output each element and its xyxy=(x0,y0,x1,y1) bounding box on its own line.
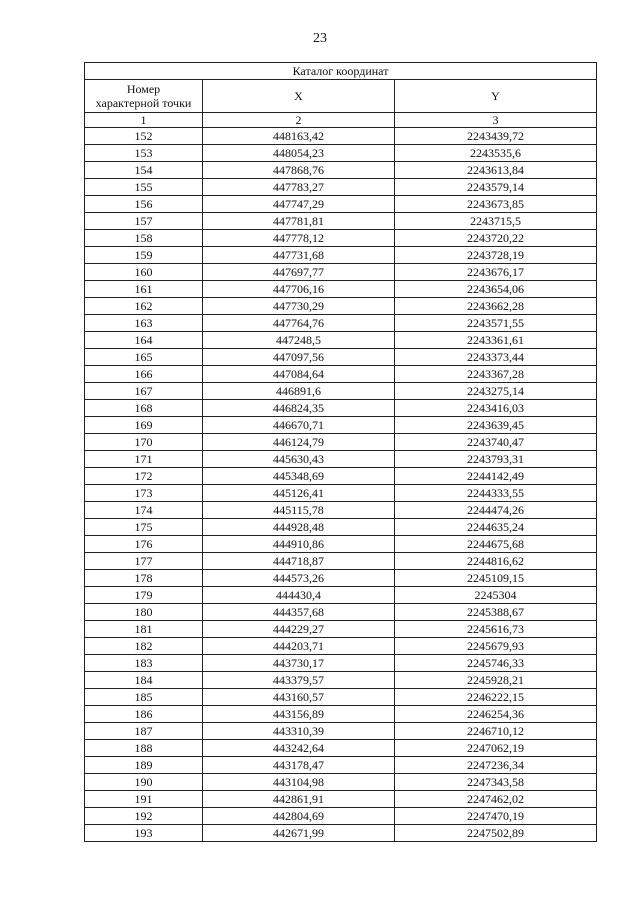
x-coordinate-cell: 443242,64 xyxy=(203,740,395,757)
point-number-cell: 155 xyxy=(85,179,203,196)
table-row xyxy=(85,791,597,808)
y-coordinate-cell: 2243416,03 xyxy=(395,400,597,417)
point-number-cell: 160 xyxy=(85,264,203,281)
x-coordinate-cell: 444718,87 xyxy=(203,553,395,570)
point-number-cell: 162 xyxy=(85,298,203,315)
column-number-row xyxy=(85,113,597,128)
x-coordinate-cell: 444573,26 xyxy=(203,570,395,587)
point-number-cell: 154 xyxy=(85,162,203,179)
point-number-cell: 175 xyxy=(85,519,203,536)
y-coordinate-cell: 2245304 xyxy=(395,587,597,604)
table-row xyxy=(85,604,597,621)
point-number-cell: 181 xyxy=(85,621,203,638)
x-coordinate-cell: 447697,77 xyxy=(203,264,395,281)
y-coordinate-cell: 2243535,6 xyxy=(395,145,597,162)
y-coordinate-cell: 2243740,47 xyxy=(395,434,597,451)
table-row xyxy=(85,672,597,689)
x-coordinate-cell: 445348,69 xyxy=(203,468,395,485)
point-number-cell: 158 xyxy=(85,230,203,247)
x-coordinate-cell: 445126,41 xyxy=(203,485,395,502)
column-number: 2 xyxy=(203,113,395,128)
y-coordinate-cell: 2245928,21 xyxy=(395,672,597,689)
table-row xyxy=(85,570,597,587)
point-number-cell: 188 xyxy=(85,740,203,757)
y-coordinate-cell: 2243373,44 xyxy=(395,349,597,366)
table-row xyxy=(85,298,597,315)
coordinate-catalog-table xyxy=(84,62,597,842)
table-row xyxy=(85,723,597,740)
x-coordinate-cell: 445630,43 xyxy=(203,451,395,468)
table-row xyxy=(85,400,597,417)
y-coordinate-cell: 2243654,06 xyxy=(395,281,597,298)
table-row xyxy=(85,774,597,791)
point-number-cell: 189 xyxy=(85,757,203,774)
y-coordinate-cell: 2243571,55 xyxy=(395,315,597,332)
table-row xyxy=(85,366,597,383)
y-coordinate-cell: 2247062,19 xyxy=(395,740,597,757)
point-number-cell: 193 xyxy=(85,825,203,842)
x-coordinate-cell: 442804,69 xyxy=(203,808,395,825)
x-coordinate-cell: 445115,78 xyxy=(203,502,395,519)
y-coordinate-cell: 2243676,17 xyxy=(395,264,597,281)
point-number-cell: 178 xyxy=(85,570,203,587)
x-coordinate-cell: 443310,39 xyxy=(203,723,395,740)
point-number-cell: 186 xyxy=(85,706,203,723)
y-coordinate-cell: 2245679,93 xyxy=(395,638,597,655)
table-body xyxy=(85,128,597,842)
x-coordinate-cell: 444203,71 xyxy=(203,638,395,655)
y-coordinate-cell: 2243793,31 xyxy=(395,451,597,468)
x-coordinate-cell: 447747,29 xyxy=(203,196,395,213)
y-coordinate-cell: 2244675,68 xyxy=(395,536,597,553)
table-title-row xyxy=(85,63,597,80)
x-coordinate-cell: 448054,23 xyxy=(203,145,395,162)
y-coordinate-cell: 2243613,84 xyxy=(395,162,597,179)
table-row xyxy=(85,706,597,723)
x-coordinate-cell: 447778,12 xyxy=(203,230,395,247)
y-coordinate-cell: 2245616,73 xyxy=(395,621,597,638)
x-coordinate-cell: 444357,68 xyxy=(203,604,395,621)
point-number-cell: 176 xyxy=(85,536,203,553)
point-number-cell: 171 xyxy=(85,451,203,468)
table-row xyxy=(85,383,597,400)
point-number-cell: 167 xyxy=(85,383,203,400)
table-title: Каталог координат xyxy=(85,63,597,80)
table-row xyxy=(85,349,597,366)
table-row xyxy=(85,332,597,349)
table-row xyxy=(85,536,597,553)
table-row xyxy=(85,213,597,230)
x-coordinate-cell: 446124,79 xyxy=(203,434,395,451)
y-coordinate-cell: 2244816,62 xyxy=(395,553,597,570)
x-coordinate-cell: 447868,76 xyxy=(203,162,395,179)
point-number-cell: 179 xyxy=(85,587,203,604)
point-number-cell: 192 xyxy=(85,808,203,825)
point-number-cell: 172 xyxy=(85,468,203,485)
y-coordinate-cell: 2243715,5 xyxy=(395,213,597,230)
point-number-cell: 177 xyxy=(85,553,203,570)
x-coordinate-cell: 443156,89 xyxy=(203,706,395,723)
y-coordinate-cell: 2246254,36 xyxy=(395,706,597,723)
point-number-cell: 173 xyxy=(85,485,203,502)
page-number: 23 xyxy=(313,31,327,46)
x-coordinate-cell: 447731,68 xyxy=(203,247,395,264)
table-row xyxy=(85,485,597,502)
point-number-cell: 187 xyxy=(85,723,203,740)
table-row xyxy=(85,519,597,536)
y-coordinate-cell: 2247343,58 xyxy=(395,774,597,791)
y-coordinate-cell: 2247236,34 xyxy=(395,757,597,774)
x-coordinate-cell: 447781,81 xyxy=(203,213,395,230)
x-coordinate-cell: 446891,6 xyxy=(203,383,395,400)
y-coordinate-cell: 2244142,49 xyxy=(395,468,597,485)
x-coordinate-cell: 443730,17 xyxy=(203,655,395,672)
x-coordinate-cell: 447730,29 xyxy=(203,298,395,315)
column-number: 1 xyxy=(85,113,203,128)
x-coordinate-cell: 444910,86 xyxy=(203,536,395,553)
y-coordinate-cell: 2245388,67 xyxy=(395,604,597,621)
table-row xyxy=(85,825,597,842)
y-coordinate-cell: 2243367,28 xyxy=(395,366,597,383)
point-number-cell: 166 xyxy=(85,366,203,383)
y-coordinate-cell: 2247462,02 xyxy=(395,791,597,808)
x-coordinate-cell: 448163,42 xyxy=(203,128,395,145)
y-coordinate-cell: 2245109,15 xyxy=(395,570,597,587)
point-number-cell: 169 xyxy=(85,417,203,434)
point-number-cell: 159 xyxy=(85,247,203,264)
table-row xyxy=(85,230,597,247)
y-coordinate-cell: 2243275,14 xyxy=(395,383,597,400)
table-row xyxy=(85,315,597,332)
header-x: X xyxy=(203,80,395,113)
table-row xyxy=(85,808,597,825)
x-coordinate-cell: 447706,16 xyxy=(203,281,395,298)
table-row xyxy=(85,655,597,672)
point-number-cell: 153 xyxy=(85,145,203,162)
y-coordinate-cell: 2247502,89 xyxy=(395,825,597,842)
point-number-cell: 183 xyxy=(85,655,203,672)
column-number: 3 xyxy=(395,113,597,128)
point-number-cell: 163 xyxy=(85,315,203,332)
y-coordinate-cell: 2243728,19 xyxy=(395,247,597,264)
x-coordinate-cell: 442861,91 xyxy=(203,791,395,808)
x-coordinate-cell: 447764,76 xyxy=(203,315,395,332)
x-coordinate-cell: 444430,4 xyxy=(203,587,395,604)
table-row xyxy=(85,757,597,774)
y-coordinate-cell: 2243439,72 xyxy=(395,128,597,145)
table-row xyxy=(85,502,597,519)
point-number-cell: 190 xyxy=(85,774,203,791)
point-number-cell: 180 xyxy=(85,604,203,621)
table-row xyxy=(85,621,597,638)
point-number-cell: 156 xyxy=(85,196,203,213)
table-row xyxy=(85,740,597,757)
point-number-cell: 164 xyxy=(85,332,203,349)
point-number-cell: 182 xyxy=(85,638,203,655)
table-row xyxy=(85,162,597,179)
y-coordinate-cell: 2244333,55 xyxy=(395,485,597,502)
point-number-cell: 174 xyxy=(85,502,203,519)
y-coordinate-cell: 2247470,19 xyxy=(395,808,597,825)
table-row xyxy=(85,451,597,468)
x-coordinate-cell: 447084,64 xyxy=(203,366,395,383)
y-coordinate-cell: 2245746,33 xyxy=(395,655,597,672)
x-coordinate-cell: 446670,71 xyxy=(203,417,395,434)
point-number-cell: 191 xyxy=(85,791,203,808)
y-coordinate-cell: 2243361,61 xyxy=(395,332,597,349)
x-coordinate-cell: 444928,48 xyxy=(203,519,395,536)
table-row xyxy=(85,264,597,281)
x-coordinate-cell: 447783,27 xyxy=(203,179,395,196)
point-number-cell: 184 xyxy=(85,672,203,689)
point-number-cell: 168 xyxy=(85,400,203,417)
x-coordinate-cell: 447248,5 xyxy=(203,332,395,349)
table-row xyxy=(85,145,597,162)
header-y: Y xyxy=(395,80,597,113)
table-row xyxy=(85,196,597,213)
y-coordinate-cell: 2243662,28 xyxy=(395,298,597,315)
y-coordinate-cell: 2243673,85 xyxy=(395,196,597,213)
point-number-cell: 185 xyxy=(85,689,203,706)
point-number-cell: 152 xyxy=(85,128,203,145)
header-point-number: Номер характерной точки xyxy=(85,80,203,113)
x-coordinate-cell: 442671,99 xyxy=(203,825,395,842)
point-number-cell: 165 xyxy=(85,349,203,366)
table-header-row xyxy=(85,80,597,113)
table-row xyxy=(85,638,597,655)
x-coordinate-cell: 443160,57 xyxy=(203,689,395,706)
table-row xyxy=(85,587,597,604)
table-row xyxy=(85,128,597,145)
table-row xyxy=(85,434,597,451)
y-coordinate-cell: 2244635,24 xyxy=(395,519,597,536)
point-number-cell: 170 xyxy=(85,434,203,451)
y-coordinate-cell: 2243639,45 xyxy=(395,417,597,434)
y-coordinate-cell: 2243579,14 xyxy=(395,179,597,196)
table-row xyxy=(85,468,597,485)
table-row xyxy=(85,247,597,264)
x-coordinate-cell: 443178,47 xyxy=(203,757,395,774)
x-coordinate-cell: 446824,35 xyxy=(203,400,395,417)
table-row xyxy=(85,179,597,196)
x-coordinate-cell: 444229,27 xyxy=(203,621,395,638)
point-number-cell: 157 xyxy=(85,213,203,230)
table-row xyxy=(85,281,597,298)
x-coordinate-cell: 443104,98 xyxy=(203,774,395,791)
table-row xyxy=(85,553,597,570)
y-coordinate-cell: 2246222,15 xyxy=(395,689,597,706)
table-row xyxy=(85,417,597,434)
y-coordinate-cell: 2243720,22 xyxy=(395,230,597,247)
y-coordinate-cell: 2246710,12 xyxy=(395,723,597,740)
x-coordinate-cell: 443379,57 xyxy=(203,672,395,689)
table-row xyxy=(85,689,597,706)
point-number-cell: 161 xyxy=(85,281,203,298)
y-coordinate-cell: 2244474,26 xyxy=(395,502,597,519)
x-coordinate-cell: 447097,56 xyxy=(203,349,395,366)
